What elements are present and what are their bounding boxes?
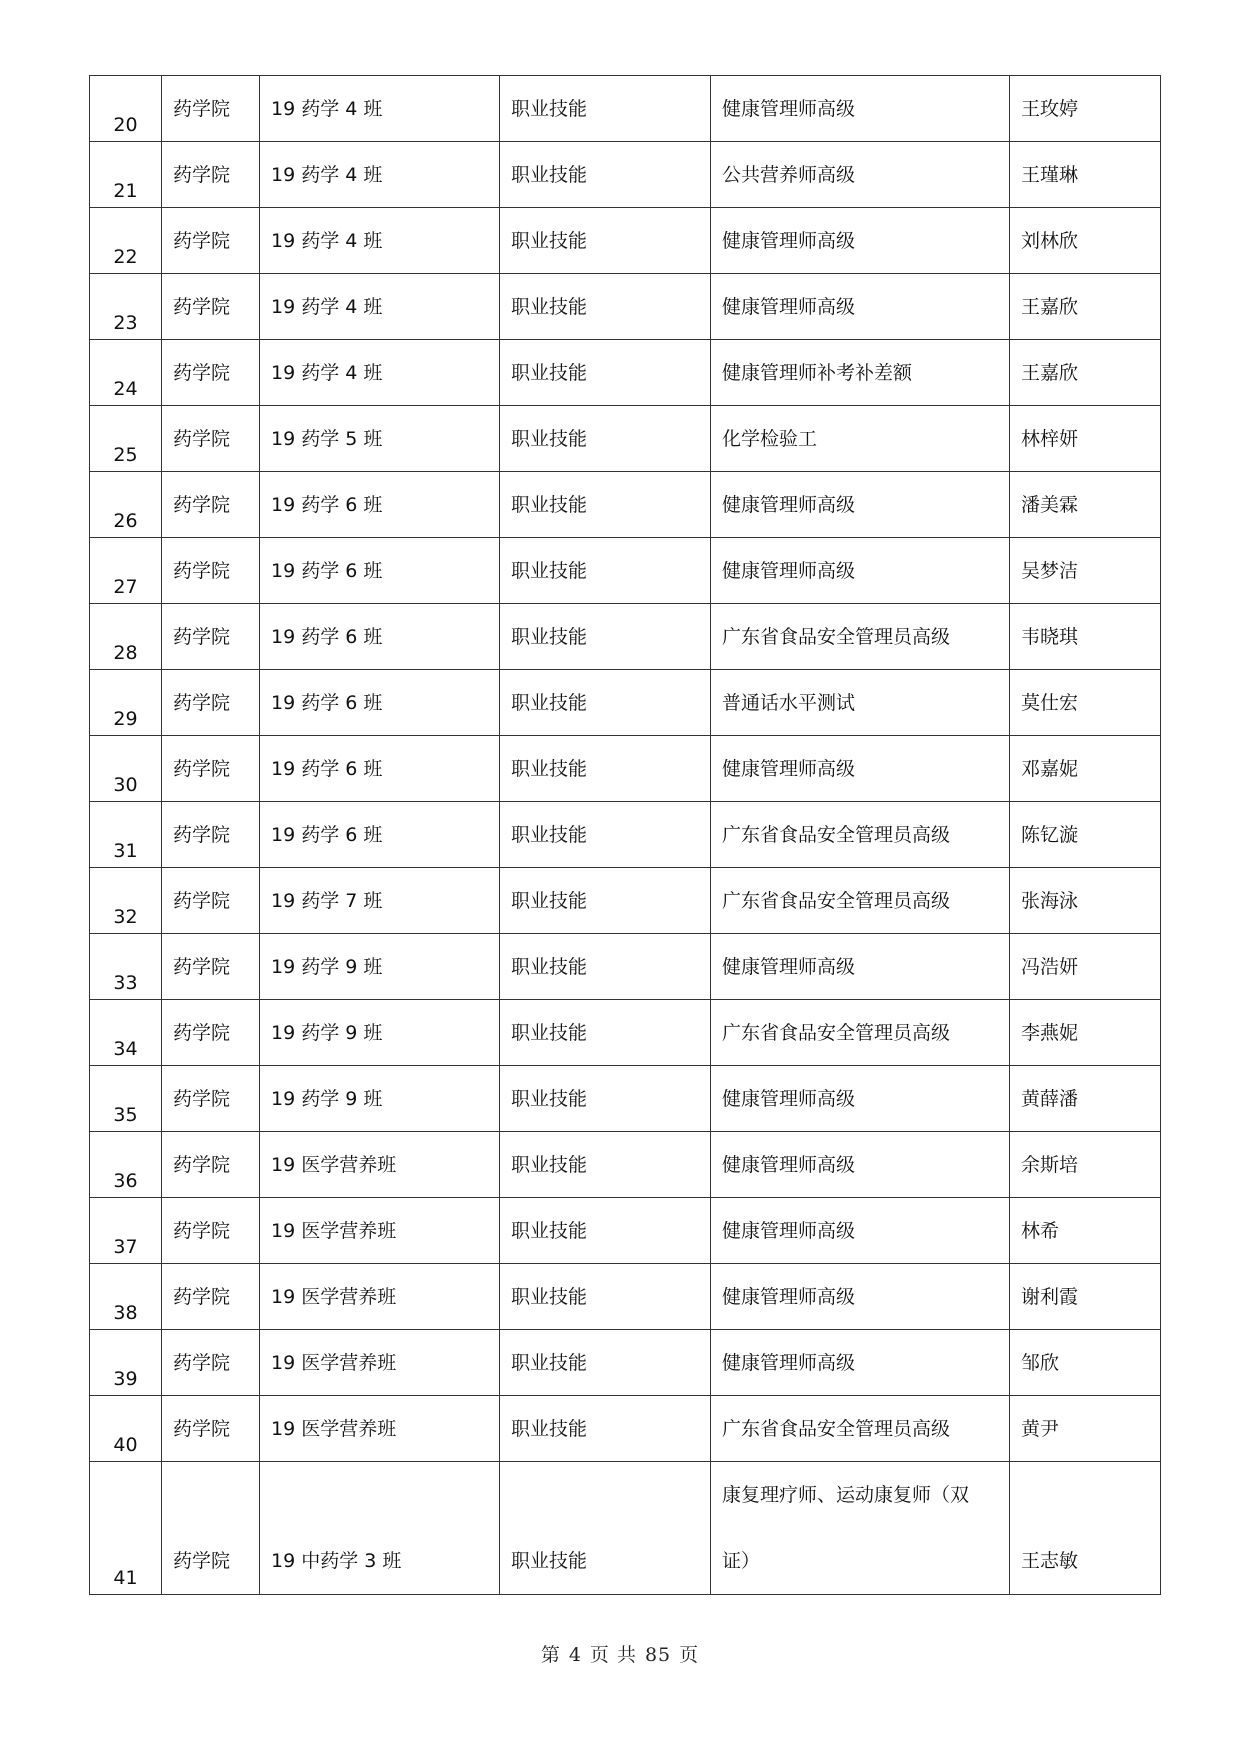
- cell-class-text: 19 药学 7 班: [271, 890, 383, 912]
- cell-student-name-text: 谢利霞: [1021, 1286, 1079, 1308]
- cell-certificate: [711, 1198, 1010, 1264]
- cell-class-text: 19 药学 6 班: [271, 494, 383, 516]
- cell-class: [260, 1264, 500, 1330]
- cell-category-text: 职业技能: [511, 362, 588, 384]
- cell-college-text: 药学院: [173, 494, 231, 516]
- table-row: [90, 802, 1161, 868]
- cell-class: [260, 472, 500, 538]
- cell-category-text: 职业技能: [511, 1352, 588, 1374]
- cell-certificate: [711, 604, 1010, 670]
- cell-student-name-text: 刘林欣: [1021, 230, 1079, 252]
- cell-index: [90, 1132, 162, 1198]
- cell-college: [162, 1264, 260, 1330]
- cell-college: [162, 340, 260, 406]
- cell-college: [162, 208, 260, 274]
- cell-class: [260, 1000, 500, 1066]
- cell-college-text: 药学院: [173, 164, 231, 186]
- cell-certificate-text: 广东省食品安全管理员高级: [722, 1418, 951, 1440]
- row-number: 39: [113, 1368, 138, 1390]
- cell-certificate: [711, 208, 1010, 274]
- cell-category: [500, 1000, 711, 1066]
- cell-category: [500, 1330, 711, 1396]
- cell-student-name: [1010, 1066, 1161, 1132]
- cell-category-text: 职业技能: [511, 956, 588, 978]
- cell-category-text: 职业技能: [511, 428, 588, 450]
- row-number: 25: [113, 444, 138, 466]
- cell-college-text: 药学院: [173, 1154, 231, 1176]
- cell-index: [90, 1000, 162, 1066]
- cell-certificate-text: 健康管理师高级: [722, 560, 856, 582]
- cell-student-name: [1010, 142, 1161, 208]
- cell-certificate: [711, 1066, 1010, 1132]
- cell-class-text: 19 医学营养班: [271, 1154, 397, 1176]
- cell-student-name-text: 王玫婷: [1021, 98, 1079, 120]
- cell-index: [90, 736, 162, 802]
- cell-student-name: [1010, 670, 1161, 736]
- row-number: 33: [113, 972, 138, 994]
- cell-index: [90, 1264, 162, 1330]
- cell-student-name-text: 王瑾琳: [1021, 164, 1079, 186]
- cell-student-name-text: 黄薛潘: [1021, 1088, 1079, 1110]
- cell-class-text: 19 医学营养班: [271, 1352, 397, 1374]
- cell-college: [162, 934, 260, 1000]
- row-number: 40: [113, 1434, 138, 1456]
- cell-student-name: [1010, 208, 1161, 274]
- table-row: [90, 604, 1161, 670]
- table-row: [90, 736, 1161, 802]
- cell-category: [500, 736, 711, 802]
- cell-certificate: [711, 76, 1010, 142]
- cell-college-text: 药学院: [173, 1286, 231, 1308]
- cell-class-text: 19 药学 4 班: [271, 98, 383, 120]
- cell-class-text: 19 药学 6 班: [271, 824, 383, 846]
- cell-category-text: 职业技能: [511, 824, 588, 846]
- cell-class-text: 19 药学 4 班: [271, 362, 383, 384]
- cell-student-name: [1010, 1462, 1161, 1595]
- cell-category: [500, 340, 711, 406]
- cell-student-name: [1010, 934, 1161, 1000]
- cell-class: [260, 274, 500, 340]
- cell-certificate: [711, 1000, 1010, 1066]
- table-row: [90, 1000, 1161, 1066]
- table-row: [90, 274, 1161, 340]
- cell-college: [162, 670, 260, 736]
- cell-student-name: [1010, 736, 1161, 802]
- cell-student-name: [1010, 1396, 1161, 1462]
- table-row: [90, 1198, 1161, 1264]
- cell-category-text: 职业技能: [511, 1154, 588, 1176]
- cell-category: [500, 208, 711, 274]
- row-number: 37: [113, 1236, 138, 1258]
- cell-student-name: [1010, 76, 1161, 142]
- cell-index: [90, 934, 162, 1000]
- cell-student-name-text: 韦晓琪: [1021, 626, 1079, 648]
- cell-student-name-text: 邓嘉妮: [1021, 758, 1079, 780]
- cell-college: [162, 406, 260, 472]
- row-number: 30: [113, 774, 138, 796]
- cell-college-text: 药学院: [173, 956, 231, 978]
- row-number: 35: [113, 1104, 138, 1126]
- cell-student-name: [1010, 1264, 1161, 1330]
- cell-certificate-text: 广东省食品安全管理员高级: [722, 890, 951, 912]
- cell-college-text: 药学院: [173, 1550, 231, 1572]
- cell-certificate: [711, 406, 1010, 472]
- cell-student-name: [1010, 1330, 1161, 1396]
- cell-category-text: 职业技能: [511, 626, 588, 648]
- cell-category-text: 职业技能: [511, 758, 588, 780]
- cell-category-text: 职业技能: [511, 560, 588, 582]
- cell-certificate-text: 健康管理师高级: [722, 296, 856, 318]
- table-body: [90, 76, 1161, 1595]
- cell-college: [162, 1396, 260, 1462]
- cell-college: [162, 538, 260, 604]
- cell-certificate: [711, 1330, 1010, 1396]
- cell-class: [260, 340, 500, 406]
- row-number: 20: [113, 114, 138, 136]
- cell-category-text: 职业技能: [511, 296, 588, 318]
- cell-index: [90, 1396, 162, 1462]
- cell-class-text: 19 药学 9 班: [271, 956, 383, 978]
- cell-student-name: [1010, 1198, 1161, 1264]
- cell-certificate-text: 健康管理师高级: [722, 230, 856, 252]
- cell-certificate-text: 广东省食品安全管理员高级: [722, 1022, 951, 1044]
- row-number: 36: [113, 1170, 138, 1192]
- cell-index: [90, 142, 162, 208]
- cell-class: [260, 538, 500, 604]
- cell-category-text: 职业技能: [511, 1550, 588, 1572]
- table-row: [90, 406, 1161, 472]
- footer-mid: 页 共: [589, 1644, 637, 1666]
- cell-certificate-text: 公共营养师高级: [722, 164, 856, 186]
- row-number: 24: [113, 378, 138, 400]
- cell-index: [90, 1198, 162, 1264]
- cell-college: [162, 802, 260, 868]
- cell-college-text: 药学院: [173, 758, 231, 780]
- cell-category-text: 职业技能: [511, 230, 588, 252]
- cell-category: [500, 274, 711, 340]
- cell-certificate-text: 健康管理师高级: [722, 494, 856, 516]
- cell-class: [260, 1462, 500, 1595]
- row-number: 21: [113, 180, 138, 202]
- cell-student-name: [1010, 340, 1161, 406]
- cell-college: [162, 1066, 260, 1132]
- row-number: 32: [113, 906, 138, 928]
- cell-college-text: 药学院: [173, 824, 231, 846]
- cell-college: [162, 736, 260, 802]
- cell-certificate-text: 健康管理师高级: [722, 758, 856, 780]
- cell-certificate-text: 健康管理师高级: [722, 98, 856, 120]
- row-number: 34: [113, 1038, 138, 1060]
- cell-college: [162, 274, 260, 340]
- cell-student-name-text: 莫仕宏: [1021, 692, 1079, 714]
- cell-category: [500, 1066, 711, 1132]
- cell-category: [500, 934, 711, 1000]
- cell-college: [162, 1000, 260, 1066]
- cell-certificate: [711, 340, 1010, 406]
- cell-class-text: 19 药学 9 班: [271, 1022, 383, 1044]
- cell-category: [500, 670, 711, 736]
- cell-college-text: 药学院: [173, 1022, 231, 1044]
- cell-index: [90, 802, 162, 868]
- cell-certificate-text: 健康管理师高级: [722, 1154, 856, 1176]
- row-number: 29: [113, 708, 138, 730]
- cell-index: [90, 1330, 162, 1396]
- cell-college: [162, 1132, 260, 1198]
- cell-category-text: 职业技能: [511, 164, 588, 186]
- cell-college-text: 药学院: [173, 362, 231, 384]
- cell-category-text: 职业技能: [511, 98, 588, 120]
- cell-college-text: 药学院: [173, 1088, 231, 1110]
- cell-category: [500, 802, 711, 868]
- cell-category: [500, 1462, 711, 1595]
- cell-student-name-text: 邹欣: [1021, 1352, 1060, 1374]
- cell-class: [260, 802, 500, 868]
- records-table: [89, 75, 1161, 1595]
- cell-class-text: 19 医学营养班: [271, 1220, 397, 1242]
- cell-index: [90, 406, 162, 472]
- row-number: 41: [113, 1567, 138, 1589]
- cell-category-text: 职业技能: [511, 1220, 588, 1242]
- cell-class: [260, 868, 500, 934]
- cell-college: [162, 1198, 260, 1264]
- cell-category-text: 职业技能: [511, 1286, 588, 1308]
- cell-college: [162, 1462, 260, 1595]
- table-row: [90, 1264, 1161, 1330]
- cell-certificate-text: 健康管理师高级: [722, 1286, 856, 1308]
- cell-certificate: [711, 142, 1010, 208]
- cell-category: [500, 1198, 711, 1264]
- certificate-label: 康复理疗师、运动康复师（双证）: [722, 1484, 970, 1572]
- table-row: [90, 934, 1161, 1000]
- cell-certificate: [711, 736, 1010, 802]
- cell-student-name: [1010, 406, 1161, 472]
- cell-index: [90, 472, 162, 538]
- row-number: 28: [113, 642, 138, 664]
- cell-college-text: 药学院: [173, 560, 231, 582]
- cell-index: [90, 76, 162, 142]
- cell-certificate-text: 健康管理师补考补差额: [722, 362, 913, 384]
- footer-prefix: 第: [540, 1644, 561, 1666]
- table-row: [90, 670, 1161, 736]
- cell-certificate: [711, 274, 1010, 340]
- cell-class: [260, 1396, 500, 1462]
- cell-class: [260, 934, 500, 1000]
- cell-certificate: [711, 802, 1010, 868]
- cell-index: [90, 868, 162, 934]
- cell-certificate-text: 广东省食品安全管理员高级: [722, 824, 951, 846]
- cell-class-text: 19 药学 9 班: [271, 1088, 383, 1110]
- cell-index: [90, 604, 162, 670]
- cell-category: [500, 472, 711, 538]
- cell-certificate-text: 化学检验工: [722, 428, 818, 450]
- cell-certificate-text: 健康管理师高级: [722, 1352, 856, 1374]
- cell-student-name: [1010, 538, 1161, 604]
- cell-college-text: 药学院: [173, 98, 231, 120]
- cell-category-text: 职业技能: [511, 1088, 588, 1110]
- cell-class: [260, 406, 500, 472]
- cell-category-text: 职业技能: [511, 494, 588, 516]
- cell-college-text: 药学院: [173, 626, 231, 648]
- cell-category: [500, 76, 711, 142]
- table-row: [90, 1132, 1161, 1198]
- cell-category-text: 职业技能: [511, 1418, 588, 1440]
- cell-student-name-text: 陈钇漩: [1021, 824, 1079, 846]
- table-row: [90, 142, 1161, 208]
- footer-current-page: 4: [568, 1644, 582, 1666]
- cell-student-name-text: 余斯培: [1021, 1154, 1079, 1176]
- cell-student-name-text: 王嘉欣: [1021, 362, 1079, 384]
- table-row: [90, 208, 1161, 274]
- cell-student-name-text: 潘美霖: [1021, 494, 1079, 516]
- cell-class-text: 19 药学 5 班: [271, 428, 383, 450]
- cell-certificate-text: 健康管理师高级: [722, 956, 856, 978]
- cell-class: [260, 670, 500, 736]
- cell-student-name: [1010, 1000, 1161, 1066]
- cell-certificate: [711, 1462, 1010, 1595]
- cell-student-name: [1010, 274, 1161, 340]
- cell-college-text: 药学院: [173, 296, 231, 318]
- cell-college: [162, 868, 260, 934]
- cell-category: [500, 1132, 711, 1198]
- cell-index: [90, 1066, 162, 1132]
- cell-college-text: 药学院: [173, 428, 231, 450]
- cell-certificate: [711, 538, 1010, 604]
- cell-student-name: [1010, 868, 1161, 934]
- cell-class: [260, 142, 500, 208]
- cell-college-text: 药学院: [173, 1352, 231, 1374]
- cell-college-text: 药学院: [173, 692, 231, 714]
- cell-index: [90, 670, 162, 736]
- table-row: [90, 868, 1161, 934]
- cell-student-name-text: 吴梦洁: [1021, 560, 1079, 582]
- cell-college: [162, 472, 260, 538]
- table-row: [90, 340, 1161, 406]
- row-number: 23: [113, 312, 138, 334]
- cell-college: [162, 76, 260, 142]
- cell-student-name-text: 张海泳: [1021, 890, 1079, 912]
- cell-class-text: 19 药学 4 班: [271, 230, 383, 252]
- table-row: [90, 1330, 1161, 1396]
- cell-college-text: 药学院: [173, 1220, 231, 1242]
- table-row: [90, 538, 1161, 604]
- cell-college-text: 药学院: [173, 1418, 231, 1440]
- cell-student-name-text: 王嘉欣: [1021, 296, 1079, 318]
- cell-class: [260, 736, 500, 802]
- row-number: 31: [113, 840, 138, 862]
- cell-student-name-text: 李燕妮: [1021, 1022, 1079, 1044]
- cell-category: [500, 538, 711, 604]
- cell-class-text: 19 中药学 3 班: [271, 1550, 402, 1572]
- cell-certificate: [711, 868, 1010, 934]
- cell-category: [500, 406, 711, 472]
- cell-class-text: 19 药学 6 班: [271, 560, 383, 582]
- cell-class: [260, 76, 500, 142]
- cell-student-name: [1010, 802, 1161, 868]
- cell-class-text: 19 药学 4 班: [271, 164, 383, 186]
- cell-class: [260, 1132, 500, 1198]
- row-number: 26: [113, 510, 138, 532]
- cell-category: [500, 604, 711, 670]
- cell-class-text: 19 医学营养班: [271, 1286, 397, 1308]
- cell-class: [260, 1066, 500, 1132]
- cell-index: [90, 340, 162, 406]
- cell-class: [260, 604, 500, 670]
- cell-certificate-text: 健康管理师高级: [722, 1088, 856, 1110]
- page-footer: [0, 1640, 1240, 1667]
- cell-class-text: 19 医学营养班: [271, 1418, 397, 1440]
- cell-certificate-text: 广东省食品安全管理员高级: [722, 626, 951, 648]
- cell-category: [500, 868, 711, 934]
- cell-index: [90, 1462, 162, 1595]
- cell-certificate: [711, 934, 1010, 1000]
- cell-certificate-text: 普通话水平测试: [722, 692, 856, 714]
- cell-index: [90, 208, 162, 274]
- cell-college: [162, 604, 260, 670]
- cell-class-text: 19 药学 6 班: [271, 692, 383, 714]
- cell-category-text: 职业技能: [511, 692, 588, 714]
- table-row: [90, 1066, 1161, 1132]
- cell-class: [260, 208, 500, 274]
- cell-class-text: 19 药学 6 班: [271, 758, 383, 780]
- cell-certificate-text: 健康管理师高级: [722, 1220, 856, 1242]
- cell-student-name-text: 林梓妍: [1021, 428, 1079, 450]
- cell-class-text: 19 药学 6 班: [271, 626, 383, 648]
- cell-college-text: 药学院: [173, 230, 231, 252]
- cell-student-name-text: 林希: [1021, 1220, 1060, 1242]
- row-number: 38: [113, 1302, 138, 1324]
- cell-index: [90, 538, 162, 604]
- table-row: [90, 1462, 1161, 1595]
- cell-category-text: 职业技能: [511, 890, 588, 912]
- cell-certificate: [711, 1264, 1010, 1330]
- footer-suffix: 页: [679, 1644, 700, 1666]
- cell-category: [500, 1396, 711, 1462]
- cell-category-text: 职业技能: [511, 1022, 588, 1044]
- cell-certificate: [711, 472, 1010, 538]
- cell-category: [500, 142, 711, 208]
- table-row: [90, 472, 1161, 538]
- cell-class-text: 19 药学 4 班: [271, 296, 383, 318]
- table-row: [90, 76, 1161, 142]
- cell-college: [162, 1330, 260, 1396]
- cell-certificate: [711, 670, 1010, 736]
- cell-college-text: 药学院: [173, 890, 231, 912]
- row-number: 22: [113, 246, 138, 268]
- footer-total-pages: 85: [644, 1644, 672, 1666]
- cell-student-name-text: 王志敏: [1021, 1550, 1079, 1572]
- cell-class: [260, 1330, 500, 1396]
- cell-class: [260, 1198, 500, 1264]
- cell-certificate: [711, 1132, 1010, 1198]
- cell-student-name-text: 黄尹: [1021, 1418, 1060, 1440]
- cell-student-name: [1010, 472, 1161, 538]
- cell-college: [162, 142, 260, 208]
- cell-category: [500, 1264, 711, 1330]
- cell-student-name: [1010, 1132, 1161, 1198]
- cell-index: [90, 274, 162, 340]
- row-number: 27: [113, 576, 138, 598]
- cell-student-name-text: 冯浩妍: [1021, 956, 1079, 978]
- cell-student-name: [1010, 604, 1161, 670]
